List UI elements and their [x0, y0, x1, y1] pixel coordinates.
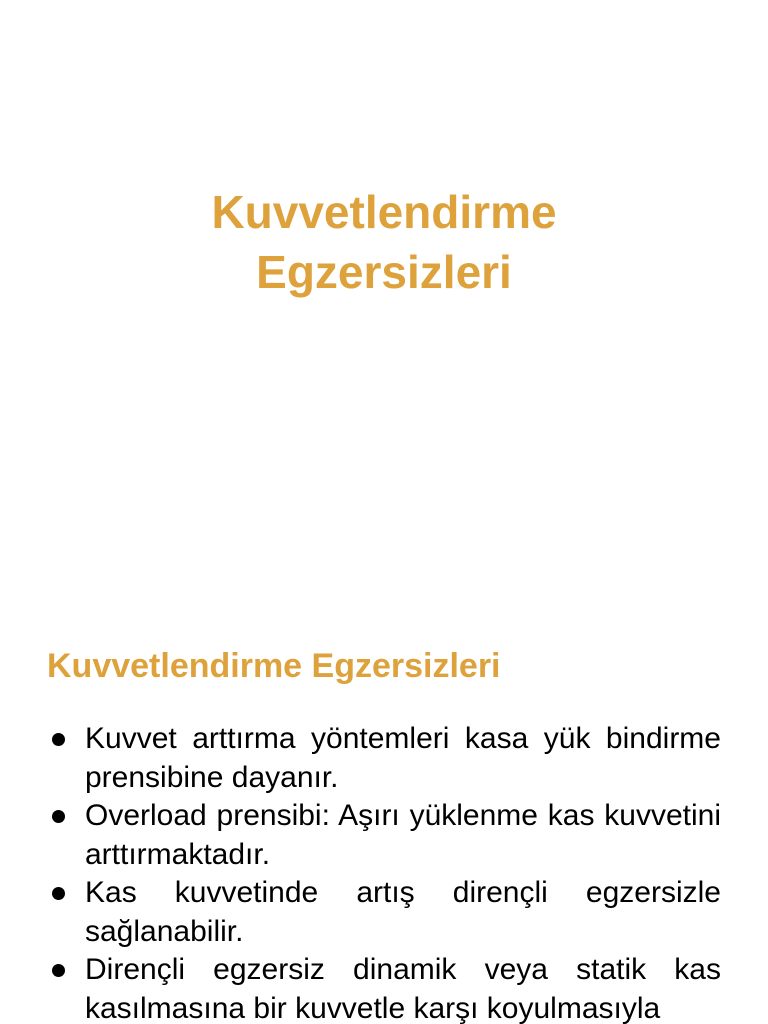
section-heading: Kuvvetlendirme Egzersizleri [47, 647, 501, 685]
bullet-icon [52, 964, 65, 977]
slide-title-line-1: Kuvvetlendirme [211, 186, 557, 238]
slide-title [0, 182, 768, 302]
bullet-icon [52, 887, 65, 900]
slide-title-line-2: Egzersizleri [256, 246, 512, 298]
bullet-item [0, 720, 721, 797]
bullet-text: Kuvvet arttırma yöntemleri kasa yük bindirme prensibine dayanır. [85, 722, 721, 794]
bullet-text: Kas kuvvetinde artış dirençli egzersizle sağlanabilir. [85, 876, 721, 948]
bullet-item [0, 797, 721, 874]
bullet-text: Overload prensibi: Aşırı yüklenme kas kuvvetini arttırmaktadır. [85, 799, 721, 871]
bullet-list [0, 720, 768, 1024]
bullet-text: Dirençli egzersiz dinamik veya statik kas kasılmasına bir kuvvetle karşı koyulmasıyla [85, 953, 721, 1024]
bullet-item [0, 874, 721, 951]
bullet-item [0, 951, 721, 1024]
bullet-icon [52, 733, 65, 746]
bullet-icon [52, 810, 65, 823]
